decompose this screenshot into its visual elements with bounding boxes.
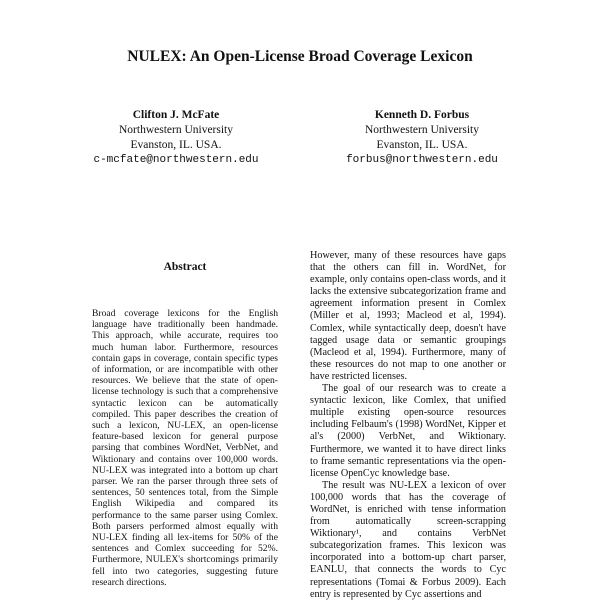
abstract-body — [92, 308, 278, 600]
abstract-paragraph: Broad coverage lexicons for the English language have traditionally been handmade. This approach, while accurate, requires too much human labor. Furthermore, resources contain gaps in coverage, contain specific types of information, or are incompatible with other resources. We believe that the state of open-license technology is such that a comprehensive syntactic lexicon can be automatically compiled. This paper describes the creation of such a lexicon, NU-LEX, an open-license feature-based lexicon for general purpose parsing that combines WordNet, VerbNet, and Wiktionary and contains over 100,000 words. NU-LEX was integrated into a bottom up chart parser. We ran the parser through three sets of sentences, 50 sentences total, from the Simple English Wikipedia and compared its performance to the same parser using Comlex. Both parsers performed almost equally with NU-LEX finding all lex-items for 50% of the sentences and Comlex succeeding for 52%. Furthermore, NULEX's shortcomings primarily fell into two categories, suggesting future research directions. — [92, 308, 278, 588]
author-location: Evanston, IL. USA. — [130, 139, 222, 151]
body-paragraph: The result was NU-LEX a lexicon of over 100,000 words that has the coverage of WordNet, is enriched with tense information from automatically screen-scrapping Wiktionary¹, and contains VerbNet subcategorization frames. This lexicon was incorporated into a bottom-up chart parser, EANLU, that connects the words to Cyc representations (Tomai & Forbus 2009). Each entry is represented by Cyc assertions and — [310, 479, 506, 600]
author-affiliation: Northwestern University — [364, 124, 480, 136]
author-block-2 — [302, 108, 542, 168]
author-block-1 — [56, 108, 296, 168]
body-paragraph: However, many of these resources have gaps that the others can fill in. WordNet, for example, only contains open-class words, and it lacks the extensive subcategorization frame and agreement information present in Comlex (Miller et al, 1993; Macleod et al, 1994). Comlex, while syntactically deep, doesn't have tagged usage data or semantic groupings (Macleod et al, 1994). Furthermore, many of these resources do not map to one another or have restricted licenses. — [310, 250, 506, 382]
author-name: Clifton J. McFate — [132, 109, 220, 121]
author-location: Evanston, IL. USA. — [376, 139, 468, 151]
author-email: forbus@northwestern.edu — [346, 154, 498, 166]
abstract-heading: Abstract — [163, 261, 207, 273]
author-name: Kenneth D. Forbus — [374, 109, 470, 121]
body-paragraph: The goal of our research was to create a syntactic lexicon, like Comlex, that unified multiple existing open-source resources including Felbaum's (1998) WordNet, Kipper et al's (2000) VerbNet, and Wiktionary. Furthermore, we wanted it to have direct links to frame semantic representations via the open-license OpenCyc knowledge base. — [310, 383, 506, 479]
author-affiliation: Northwestern University — [118, 124, 234, 136]
paper-title: NULEX: An Open-License Broad Coverage Lexicon — [127, 48, 473, 65]
author-email: c-mcfate@northwestern.edu — [93, 154, 259, 166]
body-column-right — [310, 250, 506, 600]
